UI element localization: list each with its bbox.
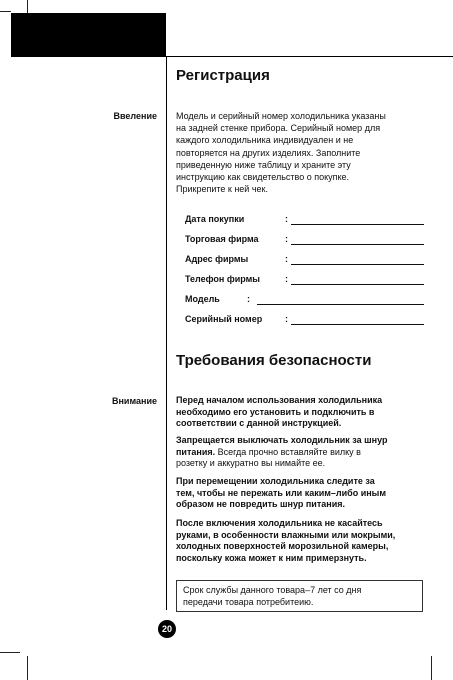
form-row-firm-phone bbox=[185, 271, 430, 291]
registration-intro bbox=[176, 110, 428, 195]
safety-paragraph-3 bbox=[176, 476, 432, 511]
service-life-note bbox=[176, 580, 423, 612]
intro-line: инструкцию как свидетельство о покупке. bbox=[176, 172, 350, 183]
safety-line: питания. bbox=[176, 446, 216, 457]
safety-line: холодных поверхностей морозильной камеры, bbox=[176, 541, 389, 551]
form-label: Дата покупки bbox=[185, 214, 245, 224]
crop-mark bbox=[431, 656, 432, 680]
safety-line: образом не повредить шнур питания. bbox=[176, 499, 345, 509]
safety-paragraph-4 bbox=[176, 518, 432, 564]
registration-form bbox=[185, 211, 430, 331]
form-row-model bbox=[185, 291, 430, 311]
fill-in-line[interactable] bbox=[291, 244, 424, 245]
safety-line: поскольку кожа может к ним примерзнуть. bbox=[176, 552, 367, 563]
form-label: Телефон фирмы bbox=[185, 274, 260, 284]
safety-line: Перед началом использования холодильника bbox=[176, 395, 383, 405]
safety-line: необходимо его установить и подключить в bbox=[176, 406, 375, 417]
form-label: Серийный номер bbox=[185, 314, 263, 324]
fill-in-line[interactable] bbox=[291, 284, 424, 285]
form-colon: : bbox=[285, 234, 288, 244]
safety-line: При перемещении холодильника следите за bbox=[176, 476, 375, 486]
form-label: Торговая фирма bbox=[185, 234, 259, 244]
form-label: Адрес фирмы bbox=[185, 254, 249, 264]
safety-paragraph-1 bbox=[176, 395, 432, 430]
safety-line: После включения холодильника не касайтесь bbox=[176, 518, 383, 528]
page-number: 20 bbox=[158, 620, 176, 638]
safety-line: тем, чтобы не пережать или каким–либо иным bbox=[176, 487, 387, 498]
fill-in-line[interactable] bbox=[291, 324, 424, 325]
safety-heading: Требования безопасности bbox=[176, 352, 372, 369]
intro-line: приведенную ниже таблицу и храните эту bbox=[176, 159, 351, 170]
form-row-trade-firm bbox=[185, 231, 430, 251]
form-row-purchase-date bbox=[185, 211, 430, 231]
registration-heading: Регистрация bbox=[176, 67, 270, 84]
header-rule bbox=[166, 56, 453, 57]
safety-line: розетку и аккуратно вы нимайте ее. bbox=[176, 458, 326, 468]
section-title: Введение bbox=[386, 26, 447, 41]
safety-line: соответствии с данной инструкцией. bbox=[176, 418, 342, 428]
fill-in-line[interactable] bbox=[291, 224, 424, 225]
intro-line: на задней стенке прибора. Серийный номер для bbox=[176, 123, 381, 134]
form-colon: : bbox=[285, 314, 288, 324]
form-colon: : bbox=[285, 254, 288, 264]
form-row-serial-number bbox=[185, 311, 430, 331]
intro-line: каждого холодильника индивидуален и не bbox=[176, 135, 354, 146]
safety-line: руками, в особенности влажными или мокрыми, bbox=[176, 529, 396, 540]
form-colon: : bbox=[247, 294, 250, 304]
form-label: Модель bbox=[185, 294, 220, 304]
section-header bbox=[11, 13, 166, 57]
crop-mark bbox=[27, 656, 28, 680]
registration-side-label: Ввеление bbox=[113, 111, 157, 121]
crop-mark bbox=[27, 0, 28, 13]
form-colon: : bbox=[285, 214, 288, 224]
form-row-firm-address bbox=[185, 251, 430, 271]
intro-line: повторяется на других изделиях. Заполните bbox=[176, 147, 361, 158]
intro-line: Модель и серийный номер холодильника указаны bbox=[176, 111, 386, 121]
safety-paragraph-2 bbox=[176, 435, 432, 470]
crop-mark bbox=[0, 11, 11, 12]
note-line: передачи товара потребитеию. bbox=[183, 597, 314, 607]
safety-line: Всегда прочно вставляйте вилку в bbox=[215, 446, 361, 457]
note-line: Срок службы данного товара–7 лет со дня bbox=[183, 585, 362, 595]
safety-line: Запрещается выключать холодильник за шнур bbox=[176, 435, 388, 445]
fill-in-line[interactable] bbox=[291, 264, 424, 265]
form-colon: : bbox=[285, 274, 288, 284]
safety-side-label: Внимание bbox=[112, 396, 157, 406]
intro-line: Прикрепите к ней чек. bbox=[176, 184, 268, 195]
crop-mark bbox=[0, 652, 20, 653]
column-divider bbox=[166, 57, 167, 610]
fill-in-line[interactable] bbox=[257, 304, 424, 305]
